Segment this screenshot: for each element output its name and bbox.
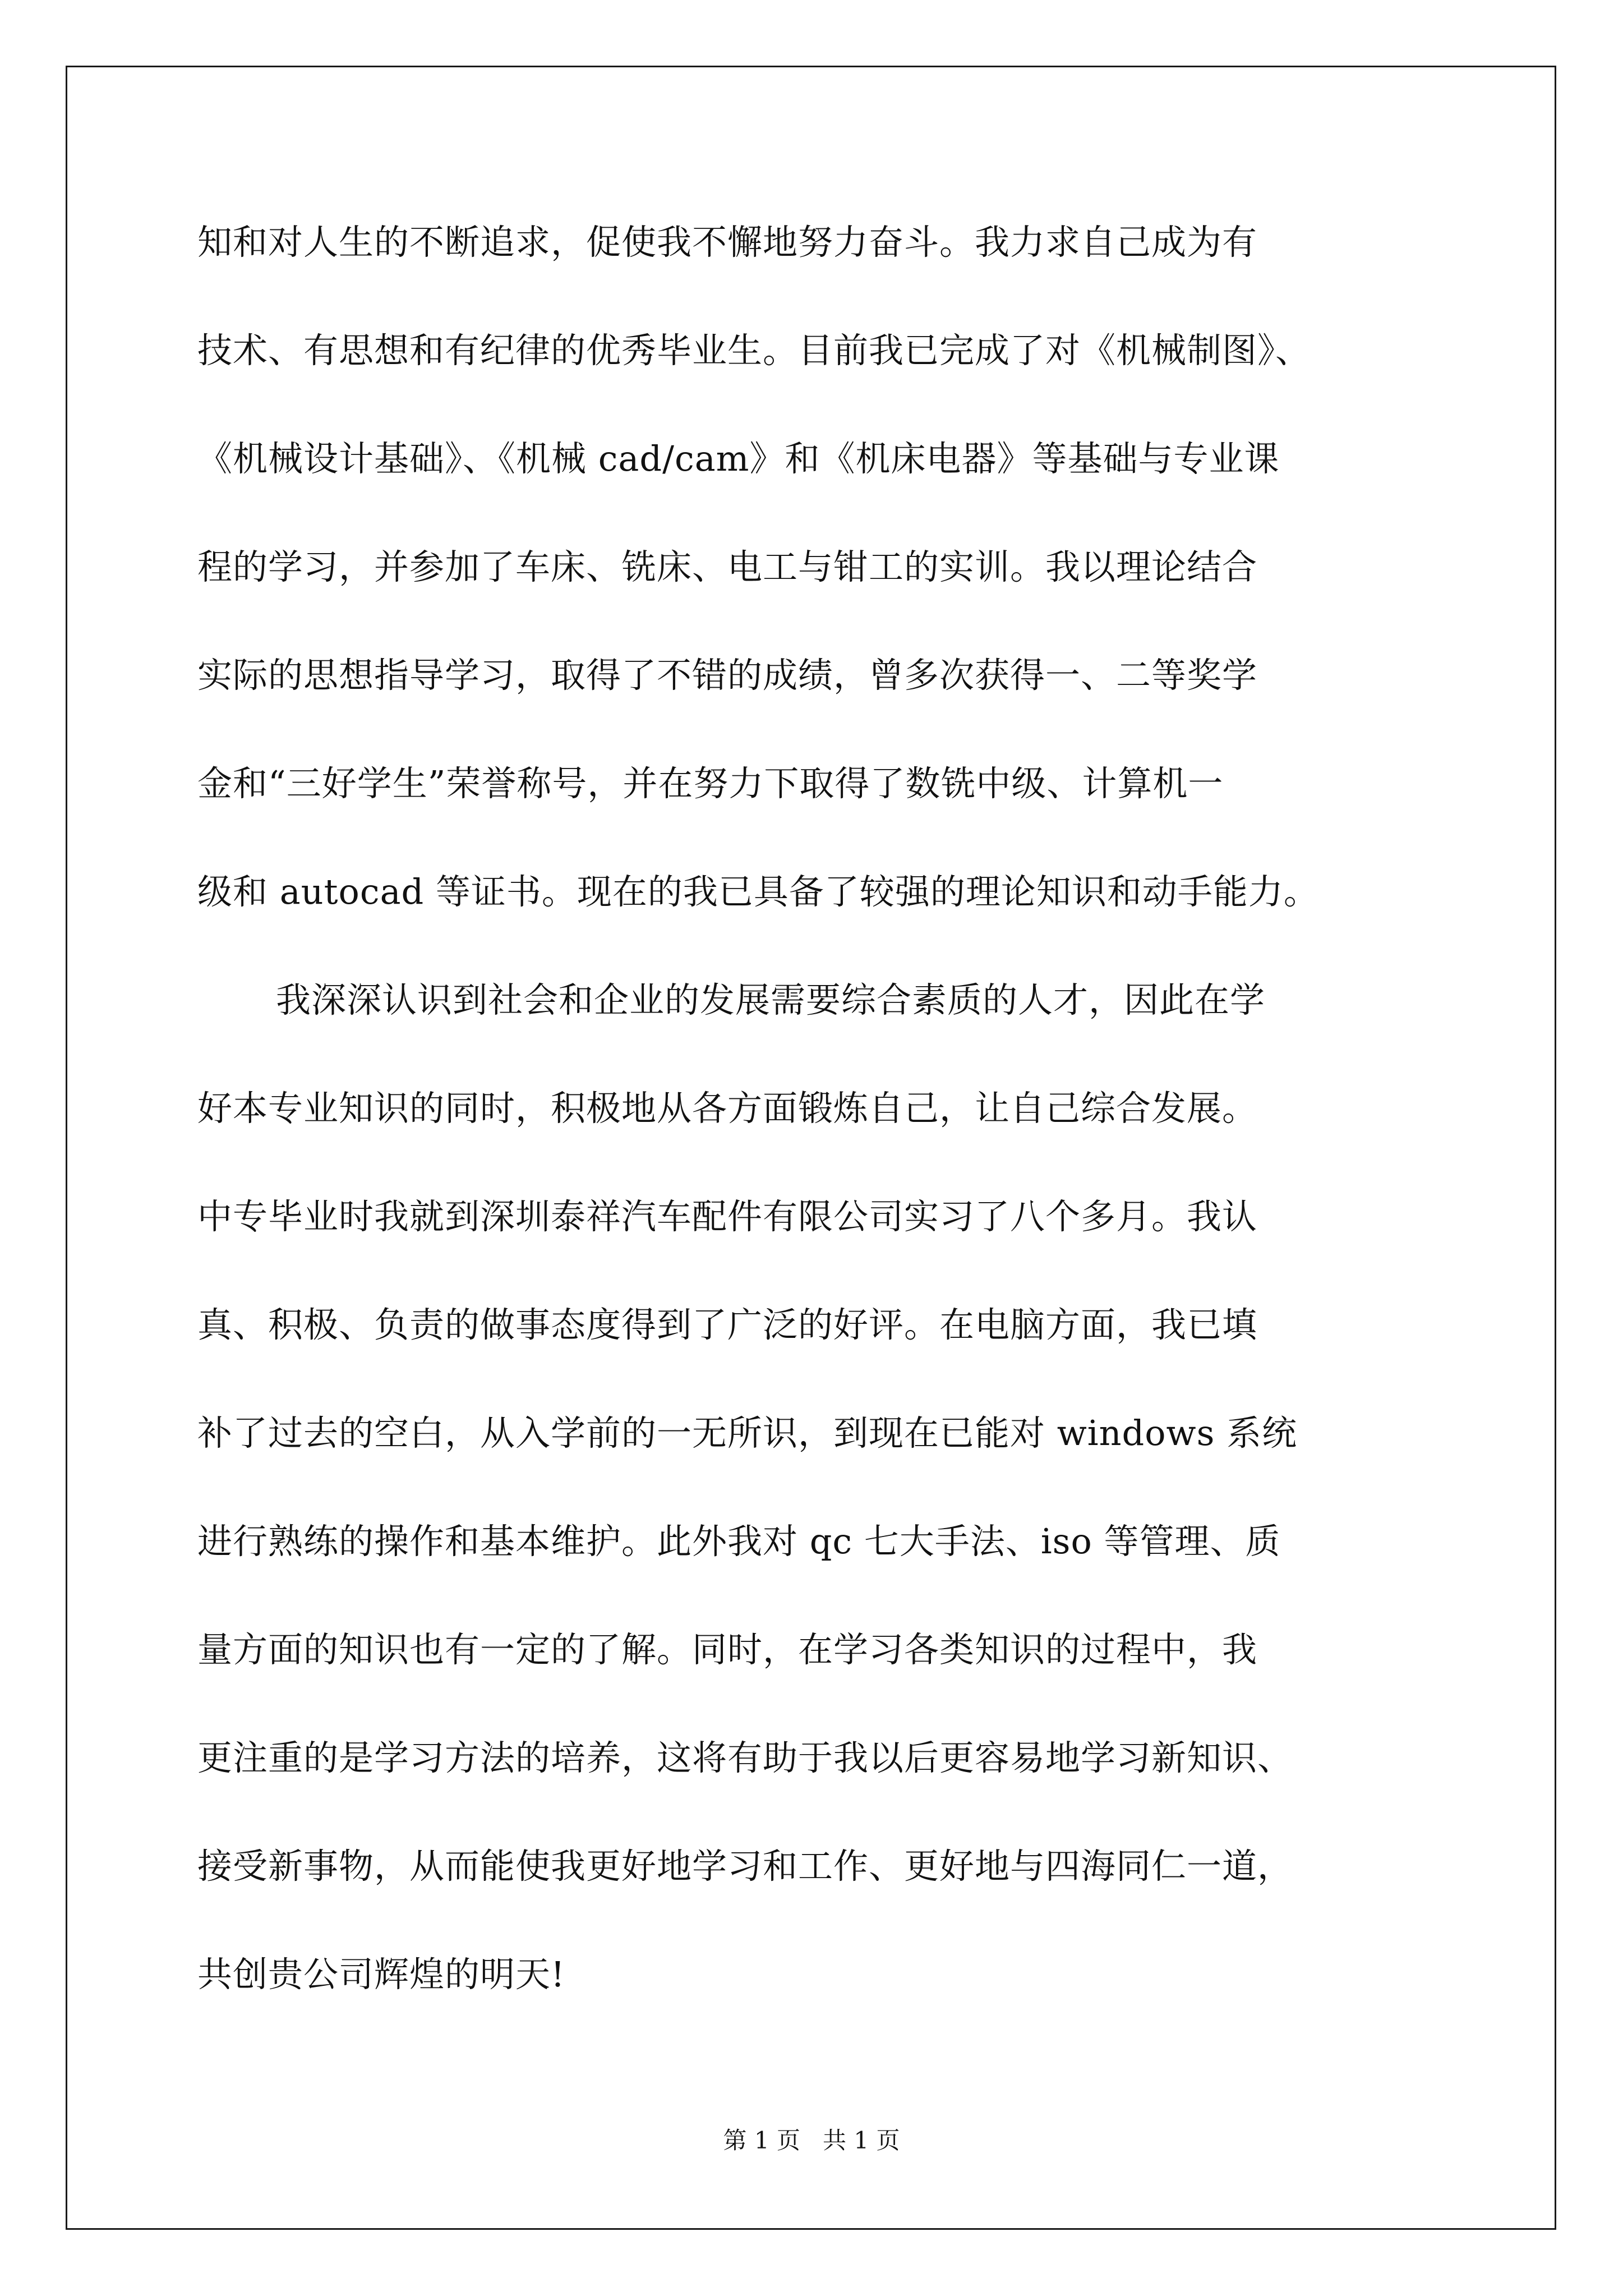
- text-line: 共创贵公司辉煌的明天!: [197, 1954, 565, 1995]
- text-line: 真、积极、负责的做事态度得到了广泛的好评。在电脑方面，我已填: [197, 1304, 1258, 1345]
- document-body: [197, 213, 1470, 2054]
- text-line: 《机械设计基础》、《机械 cad/cam》和《机床电器》等基础与专业课: [197, 438, 1280, 479]
- text-line: 进行熟练的操作和基本维护。此外我对 qc 七大手法、iso 等管理、质: [197, 1521, 1281, 1562]
- paragraph-first-line: 我深深认识到社会和企业的发展需要综合素质的人才，因此在学: [276, 979, 1266, 1020]
- text-line: 量方面的知识也有一定的了解。同时，在学习各类知识的过程中，我: [197, 1629, 1258, 1670]
- text-line: 金和“三好学生”荣誉称号，并在努力下取得了数铣中级、计算机一: [197, 763, 1224, 804]
- text-line: 好本专业知识的同时，积极地从各方面锻炼自己，让自己综合发展。: [197, 1088, 1258, 1129]
- text-line: 级和 autocad 等证书。现在的我已具备了较强的理论知识和动手能力。: [197, 871, 1319, 912]
- text-line: 更注重的是学习方法的培养，这将有助于我以后更容易地学习新知识、: [197, 1737, 1293, 1778]
- page-footer: 第 1 页 共 1 页: [723, 2127, 900, 2154]
- text-line: 实际的思想指导学习，取得了不错的成绩，曾多次获得一、二等奖学: [197, 655, 1258, 696]
- text-line: 程的学习，并参加了车床、铣床、电工与钳工的实训。我以理论结合: [197, 546, 1258, 587]
- text-line: 知和对人生的不断追求，促使我不懈地努力奋斗。我力求自己成为有: [197, 222, 1258, 263]
- text-line: 技术、有思想和有纪律的优秀毕业生。目前我已完成了对《机械制图》、: [197, 330, 1311, 371]
- text-line: 接受新事物，从而能使我更好地学习和工作、更好地与四海同仁一道，: [197, 1846, 1293, 1887]
- text-line: 补了过去的空白，从入学前的一无所识，到现在已能对 windows 系统: [197, 1412, 1298, 1453]
- text-line: 中专毕业时我就到深圳泰祥汽车配件有限公司实习了八个多月。我认: [197, 1196, 1258, 1237]
